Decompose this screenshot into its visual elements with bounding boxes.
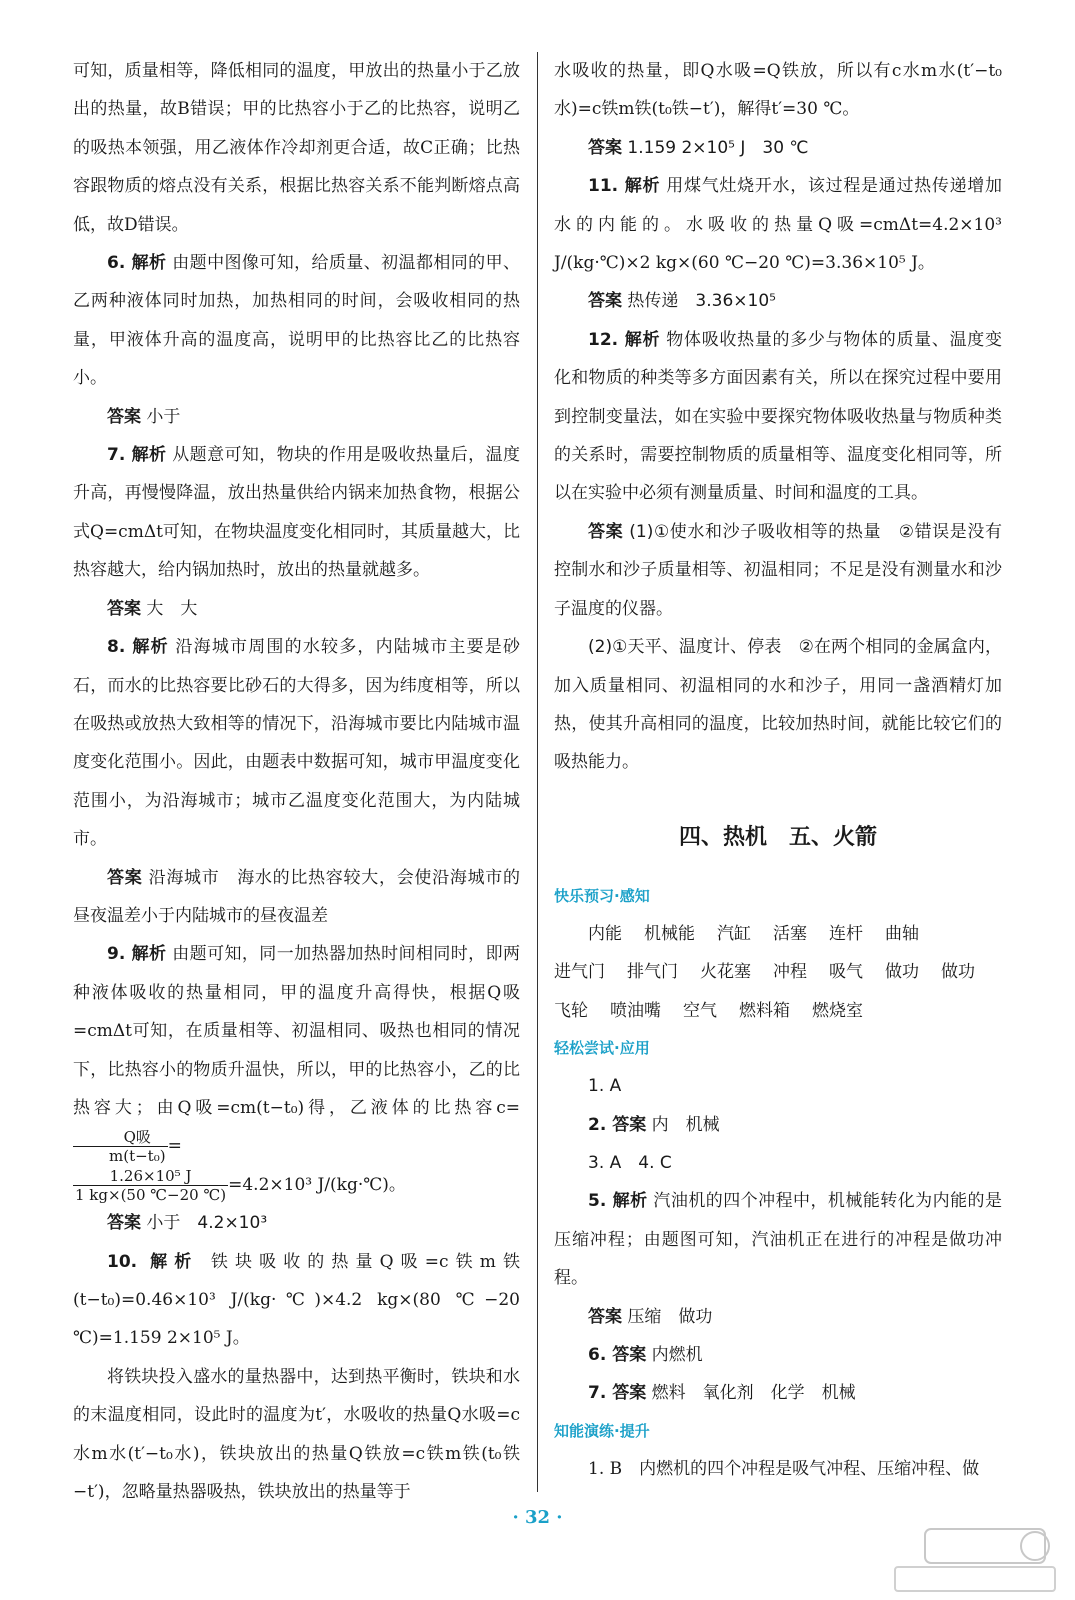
paragraph-q8 bbox=[73, 628, 520, 858]
word-item: 冲程 bbox=[773, 962, 807, 983]
q9-label: 9. 解析 bbox=[107, 944, 167, 965]
q12-text: 物体吸收热量的多少与物体的质量、温度变化和物质的种类等多方面因素有关，所以在探究过程中要用到控制变量法，如在实验中要探究物体吸收热量与物质种类的关系时，需要控制物质的质量相等、温度变化相同等，所以在实验中必须有测量质量、时间和温度的工具。 bbox=[554, 329, 1003, 504]
paragraph-q12 bbox=[554, 321, 1002, 513]
word-item: 排气门 bbox=[627, 962, 678, 983]
word-item: 燃烧室 bbox=[812, 1000, 863, 1021]
answer-label: 答案 bbox=[588, 137, 622, 158]
answer-label: 答案 bbox=[107, 867, 143, 888]
a5-text: 汽油机的四个冲程中，机械能转化为内能的是压缩冲程；由题图可知，汽油机正在进行的冲程是做功冲程。 bbox=[554, 1191, 1002, 1289]
q9-text: 由题可知，同一加热器加热时间相同时，即两种液体吸收的热量相同，甲的温度升高得快，根据Q吸=cmΔt可知，在质量相等、初温相同、吸热也相同的情况下，比热容小的物质升温快，所以，甲的比热容小，乙的比热容大；由Q吸=cm(t−t₀)得，乙液体的比热容c= bbox=[73, 944, 520, 1118]
fraction-formula bbox=[73, 1128, 168, 1165]
answer-text: 燃料 氧化剂 化学 机械 bbox=[651, 1383, 856, 1404]
paragraph-a5 bbox=[554, 1182, 1002, 1297]
answer-q8 bbox=[73, 859, 520, 936]
paragraph-q9-formula bbox=[73, 1166, 520, 1204]
word-item: 做功 bbox=[885, 962, 919, 983]
q8-text: 沿海城市周围的水较多，内陆城市主要是砂石，而水的比热容要比砂石的大得多，因为纬度相等，所以在吸热或放热大致相等的情况下，沿海城市要比内陆城市温度变化范围小。因此，由题表中数据可知，城市甲温度变化范围小，为沿海城市；城市乙温度变化范围大，为内陆城市。 bbox=[73, 637, 521, 850]
answer-a2 bbox=[554, 1106, 1002, 1144]
fraction-numerator: 1.26×10⁵ J bbox=[73, 1167, 228, 1186]
paragraph-q9 bbox=[73, 935, 520, 1165]
answer-label: 答案 bbox=[107, 1213, 141, 1234]
answer-a6 bbox=[554, 1336, 1002, 1374]
q12-label: 12. 解析 bbox=[588, 329, 661, 350]
a5-label: 5. 解析 bbox=[588, 1191, 648, 1212]
section-label-preview: 快乐预习·感知 bbox=[554, 886, 650, 905]
answer-label: 答案 bbox=[588, 521, 624, 542]
fraction-denominator: 1 kg×(50 ℃−20 ℃) bbox=[75, 1185, 227, 1204]
word-list bbox=[554, 915, 1002, 1031]
answer-text: 压缩 做功 bbox=[627, 1306, 713, 1327]
word-item: 做功 bbox=[941, 962, 975, 983]
answer-label: 答案 bbox=[107, 598, 141, 619]
word-item: 连杆 bbox=[829, 923, 863, 944]
q7-text: 从题意可知，物块的作用是吸收热量后，温度升高，再慢慢降温，放出热量供给内锅来加热食物，根据公式Q=cmΔt可知，在物块温度变化相同时，其质量越大，比热容越大，给内锅加热时，放出的热量就越多。 bbox=[73, 445, 520, 581]
q8-label: 8. 解析 bbox=[107, 637, 169, 658]
paragraph-q10 bbox=[73, 1243, 520, 1358]
left-column bbox=[73, 52, 520, 1511]
answer-a3-a4: 3. A 4. C bbox=[588, 1153, 672, 1174]
answer-label: 6. 答案 bbox=[588, 1345, 647, 1366]
answer-q7 bbox=[73, 590, 520, 628]
paragraph-q6 bbox=[73, 244, 520, 398]
answer-q6 bbox=[73, 398, 520, 436]
word-row-2 bbox=[554, 953, 1002, 992]
word-item: 汽缸 bbox=[717, 923, 751, 944]
word-item: 喷油嘴 bbox=[610, 1000, 661, 1021]
q11-text: 用煤气灶烧开水，该过程是通过热传递增加水的内能的。水吸收的热量Q吸=cmΔt=4.2×10³ J/(kg·℃)×2 kg×(60 ℃−20 ℃)=3.36×10⁵ J。 bbox=[554, 176, 1003, 274]
q9-result: =4.2×10³ J/(kg·℃)。 bbox=[228, 1174, 406, 1195]
word-item: 吸气 bbox=[829, 962, 863, 983]
answer-text: 1.159 2×10⁵ J 30 ℃ bbox=[627, 137, 809, 158]
fraction-values bbox=[73, 1167, 228, 1204]
column-divider bbox=[537, 52, 538, 1492]
answer-text: 小于 4.2×10³ bbox=[146, 1213, 268, 1234]
answer-q12-part1 bbox=[554, 513, 1002, 628]
q6-text: 由题中图像可知，给质量、初温都相同的甲、乙两种液体同时加热，加热相同的时间，会吸收相同的热量，甲液体升高的温度高，说明甲的比热容比乙的比热容小。 bbox=[73, 253, 520, 389]
answer-text: 大 大 bbox=[146, 598, 198, 619]
word-item: 燃料箱 bbox=[739, 1000, 790, 1021]
paragraph-b1: 1. B 内燃机的四个冲程是吸气冲程、压缩冲程、做 bbox=[588, 1458, 980, 1479]
paragraph-q7 bbox=[73, 436, 520, 590]
paragraph-q10-2: 将铁块投入盛水的量热器中，达到热平衡时，铁块和水的末温度相同，设此时的温度为t′，水吸收的热量Q水吸=c水m水(t′−t₀水)，铁块放出的热量Q铁放=c铁m铁(t₀铁−t′)，忽略量热器吸热，铁块放出的热量等于 bbox=[73, 1366, 520, 1503]
q10-label: 10. 解析 bbox=[107, 1251, 199, 1272]
answer-text: (1)①使水和沙子吸收相等的热量 ②错误是没有控制水和沙子质量相等、初温相同；不足是没有测量水和沙子温度的仪器。 bbox=[554, 521, 1003, 619]
word-item: 飞轮 bbox=[554, 1000, 588, 1021]
equals-sign: = bbox=[167, 1136, 182, 1157]
answer-label: 7. 答案 bbox=[588, 1383, 647, 1404]
answer-q10 bbox=[554, 129, 1002, 167]
answer-q11 bbox=[554, 282, 1002, 320]
page-number: · 32 · bbox=[512, 1507, 563, 1528]
word-item: 内能 bbox=[588, 923, 622, 944]
word-item: 曲轴 bbox=[885, 923, 919, 944]
watermark-icon bbox=[885, 1525, 1065, 1595]
answer-text: 内燃机 bbox=[651, 1345, 703, 1366]
answer-label: 答案 bbox=[588, 291, 622, 312]
q11-label: 11. 解析 bbox=[588, 176, 661, 197]
q6-label: 6. 解析 bbox=[107, 253, 167, 274]
answer-text: 热传递 3.36×10⁵ bbox=[627, 291, 776, 312]
answer-label: 2. 答案 bbox=[588, 1114, 647, 1135]
answer-a1: 1. A bbox=[588, 1076, 622, 1097]
answer-text: 沿海城市 海水的比热容较大，会使沿海城市的昼夜温差小于内陆城市的昼夜温差 bbox=[73, 867, 521, 926]
fraction-numerator: Q吸 bbox=[73, 1128, 168, 1147]
word-item: 机械能 bbox=[644, 923, 695, 944]
answer-q9 bbox=[73, 1204, 520, 1242]
answer-label: 答案 bbox=[107, 406, 141, 427]
answer-text: 小于 bbox=[146, 406, 181, 427]
q10-text: 铁块吸收的热量Q吸=c铁m铁(t−t₀)=0.46×10³ J/(kg·℃)×4.2 kg×(80 ℃−20 ℃)=1.159 2×10⁵ J。 bbox=[73, 1251, 520, 1349]
section-label-advance: 知能演练·提升 bbox=[554, 1421, 650, 1440]
paragraph-q11 bbox=[554, 167, 1002, 282]
watermark-logo bbox=[885, 1525, 1065, 1595]
answer-a5 bbox=[554, 1298, 1002, 1336]
q7-label: 7. 解析 bbox=[107, 445, 167, 466]
right-column bbox=[554, 52, 1002, 1488]
word-item: 进气门 bbox=[554, 962, 605, 983]
section-label-practice: 轻松尝试·应用 bbox=[554, 1039, 650, 1058]
fraction-denominator: m(t−t₀) bbox=[109, 1147, 166, 1166]
answer-q12-part2: (2)①天平、温度计、停表 ②在两个相同的金属盒内，加入质量相同、初温相同的水和沙子，用同一盏酒精灯加热，使其升高相同的温度，比较加热时间，就能比较它们的吸热能力。 bbox=[554, 637, 1002, 773]
section-heading: 四、热机 五、火箭 bbox=[678, 824, 877, 850]
paragraph-q10-cont: 水吸收的热量，即Q水吸=Q铁放，所以有c水m水(t′−t₀水)=c铁m铁(t₀铁−t′)，解得t′=30 ℃。 bbox=[554, 61, 1002, 120]
answer-text: 内 机械 bbox=[651, 1114, 720, 1135]
paragraph-q5-cont: 可知，质量相等，降低相同的温度，甲放出的热量小于乙放出的热量，故B错误；甲的比热容小于乙的比热容，说明乙的吸热本领强，用乙液体作冷却剂更合适，故C正确；比热容跟物质的熔点没有关系，根据比热容关系不能判断熔点高低，故D错误。 bbox=[73, 61, 520, 235]
answer-label: 答案 bbox=[588, 1306, 622, 1327]
word-row-3 bbox=[554, 992, 1002, 1031]
word-item: 空气 bbox=[683, 1000, 717, 1021]
answer-a7 bbox=[554, 1374, 1002, 1412]
word-row-1 bbox=[554, 915, 1002, 954]
word-item: 火花塞 bbox=[700, 962, 751, 983]
word-item: 活塞 bbox=[773, 923, 807, 944]
